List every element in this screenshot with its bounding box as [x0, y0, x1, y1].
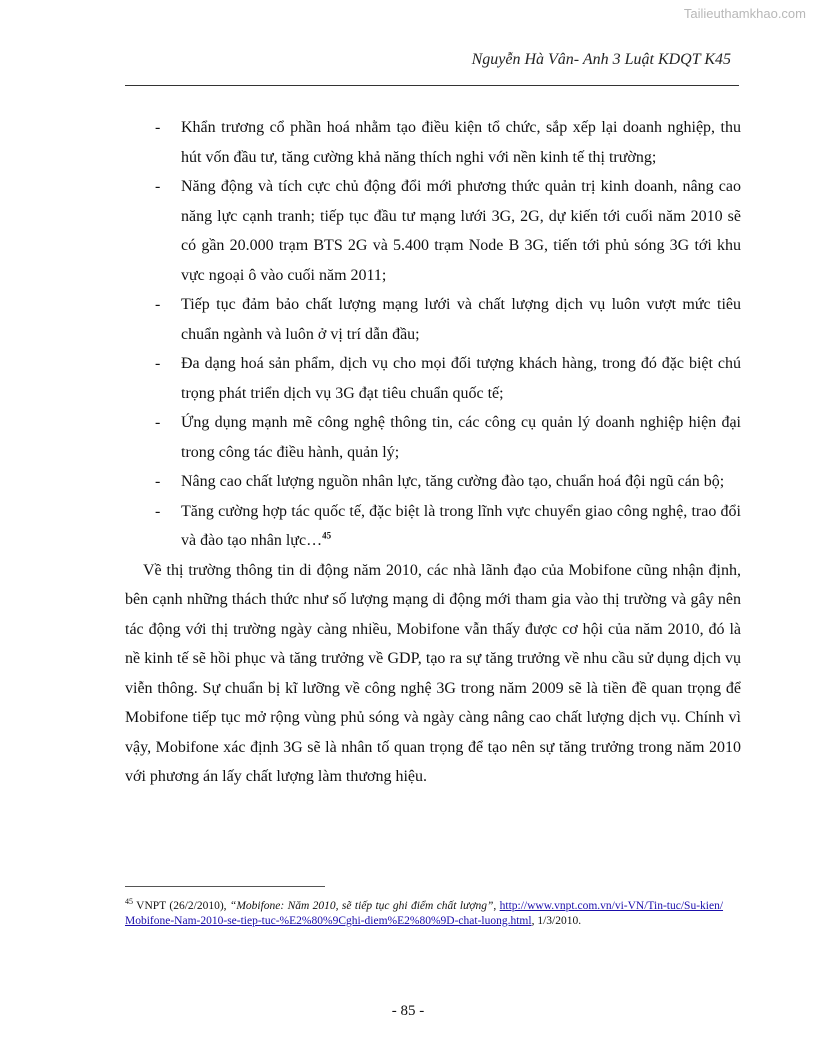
footnote	[125, 894, 723, 929]
list-item	[155, 113, 741, 172]
footnote-divider	[125, 886, 325, 887]
footnote-link[interactable]: http://www.vnpt.com.vn/vi-VN/Tin-tuc/Su-kien/Mobifone-Nam-2010-se-tiep-tuc-%E2%80%9Cghi-diem%E2%80%9D-chat-luong.html	[125, 899, 724, 927]
main-content	[125, 113, 741, 792]
footnote-title: “Mobifone: Năm 2010, sẽ tiếp tục ghi điểm chất lượng”	[229, 899, 494, 912]
footnote-reference[interactable]: 45	[322, 530, 332, 541]
list-item	[155, 408, 741, 467]
list-item	[155, 290, 741, 349]
list-item-text: Đa dạng hoá sản phẩm, dịch vụ cho mọi đối tượng khách hàng, trong đó đặc biệt chú trọng phát triển dịch vụ 3G đạt tiêu chuẩn quốc tế;	[181, 355, 741, 402]
footnote-number: 45	[125, 897, 133, 906]
footnote-separator: ,	[493, 899, 500, 912]
footnote-source: VNPT (26/2/2010),	[136, 899, 230, 912]
bullet-dash: -	[155, 502, 161, 520]
list-item-text: Tiếp tục đảm bảo chất lượng mạng lưới và chất lượng dịch vụ luôn vượt mức tiêu chuẩn ngành và luôn ở vị trí dẫn đầu;	[181, 296, 741, 343]
page-header: Nguyễn Hà Vân- Anh 3 Luật KDQT K45	[471, 51, 731, 68]
body-paragraph: Về thị trường thông tin di động năm 2010, các nhà lãnh đạo của Mobifone cũng nhận định, bên cạnh những thách thức như số lượng mạng di động mới tham gia vào thị trường và gây nên tác động với thị trường ngày càng nhiều, Mobifone vẫn thấy được cơ hội của năm 2010, đó là nề kinh tế sẽ hồi phục và tăng trưởng về GDP, tạo ra sự tăng trưởng về nhu cầu sử dụng dịch vụ viễn thông. Sự chuẩn bị kĩ lưỡng về công nghệ 3G trong năm 2009 sẽ là tiền đề quan trọng để Mobifone tiếp tục mở rộng vùng phủ sóng và ngày càng nâng cao chất lượng dịch vụ. Chính vì vậy, Mobifone xác định 3G sẽ là nhân tố quan trọng để tạo nên sự tăng trưởng trong năm 2010 với phương án lấy chất lượng làm thương hiệu.	[125, 561, 741, 785]
bullet-dash: -	[155, 119, 161, 136]
page-number: - 85 -	[391, 1003, 425, 1019]
bullet-list	[155, 113, 741, 556]
list-item-text: Khẩn trương cổ phần hoá nhằm tạo điều kiện tổ chức, sắp xếp lại doanh nghiệp, thu hút vốn đầu tư, tăng cường khả năng thích nghi với nền kinh tế thị trường;	[181, 119, 741, 166]
list-item-text: Ứng dụng mạnh mẽ công nghệ thông tin, các công cụ quản lý doanh nghiệp hiện đại trong công tác điều hành, quản lý;	[181, 414, 741, 461]
bullet-dash: -	[155, 414, 161, 431]
list-item	[155, 497, 741, 556]
list-item	[155, 349, 741, 408]
bullet-dash: -	[155, 178, 161, 195]
list-item	[155, 172, 741, 290]
header-divider	[125, 85, 739, 86]
list-item-text: Nâng cao chất lượng nguồn nhân lực, tăng cường đào tạo, chuẩn hoá đội ngũ cán bộ;	[181, 473, 725, 490]
watermark: Tailieuthamkhao.com	[683, 6, 806, 21]
bullet-dash: -	[155, 355, 161, 372]
list-item-text: Năng động và tích cực chủ động đổi mới phương thức quản trị kinh doanh, nâng cao năng lực cạnh tranh; tiếp tục đầu tư mạng lưới 3G, 2G, dự kiến tới cuối năm 2010 sẽ có gần 20.000 trạm BTS 2G và 5.400 trạm Node B 3G, tiến tới phủ sóng 3G tới khu vực ngoại ô vào cuối năm 2011;	[181, 178, 741, 284]
footnote-date: , 1/3/2010.	[531, 914, 582, 927]
list-item	[155, 467, 741, 497]
bullet-dash: -	[155, 296, 161, 313]
list-item-text: Tăng cường hợp tác quốc tế, đặc biệt là trong lĩnh vực chuyển giao công nghệ, trao đổi và đào tạo nhân lực…	[181, 502, 741, 549]
bullet-dash: -	[155, 473, 161, 490]
